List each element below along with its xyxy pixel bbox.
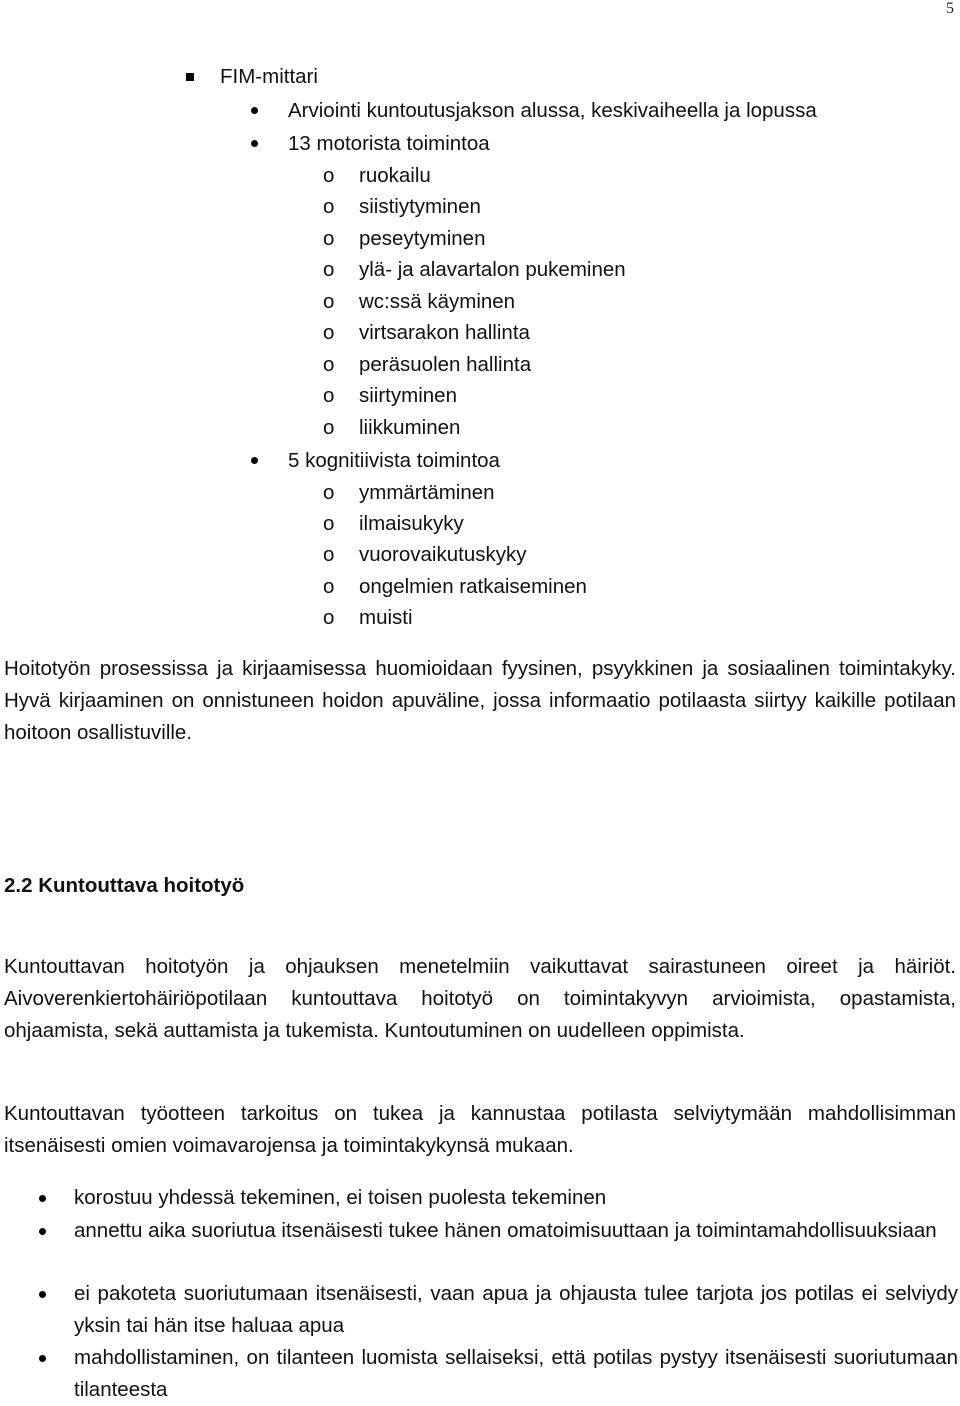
list-item: mahdollistaminen, on tilanteen luomista sellaiseksi, että potilas pystyy itsenäisesti suoriutumaan tilanteesta (74, 1346, 958, 1401)
cognitive-function-item: ymmärtäminen (359, 481, 495, 504)
sub-bullet-icon: o (323, 258, 335, 281)
sub-bullet-icon: o (323, 512, 335, 535)
bullet-dot-icon (251, 140, 258, 147)
bullet-dot-icon (251, 457, 258, 464)
fim-item: Arviointi kuntoutusjakson alussa, keskivaiheella ja lopussa (288, 99, 817, 122)
motor-function-item: siistiytyminen (359, 195, 481, 218)
motor-function-item: peseytyminen (359, 227, 486, 250)
motor-function-item: peräsuolen hallinta (359, 353, 532, 376)
sub-bullet-icon: o (323, 384, 335, 407)
page-number: 5 (946, 0, 954, 17)
fim-item: 5 kognitiivista toimintoa (288, 449, 500, 472)
motor-function-item: wc:ssä käyminen (359, 290, 516, 313)
paragraph-purpose: Kuntouttavan työotteen tarkoitus on tukea ja kannustaa potilasta selviytymään mahdollisimman itsenäisesti omien voimavarojensa ja toimintakykynsä mukaan. (4, 1102, 956, 1157)
fim-title: FIM-mittari (220, 65, 318, 88)
section-heading: 2.2 Kuntouttava hoitotyö (4, 874, 245, 897)
sub-bullet-icon: o (323, 543, 335, 566)
bullet-dot-icon (39, 1228, 46, 1235)
sub-bullet-icon: o (323, 321, 335, 344)
list-item: ei pakoteta suoriutumaan itsenäisesti, vaan apua ja ohjausta tulee tarjota jos potilas ei selviydy yksin tai hän itse haluaa apua (74, 1282, 958, 1337)
bullet-dot-icon (39, 1195, 46, 1202)
square-bullet-icon (186, 73, 194, 81)
list-item: korostuu yhdessä tekeminen, ei toisen puolesta tekeminen (74, 1186, 607, 1209)
bullet-dot-icon (39, 1291, 46, 1298)
cognitive-function-item: ilmaisukyky (359, 512, 464, 535)
fim-item: 13 motorista toimintoa (288, 132, 490, 155)
paragraph-rehabilitative-care: Kuntouttavan hoitotyön ja ohjauksen menetelmiin vaikuttavat sairastuneen oireet ja häiriöt. Aivoverenkiertohäiriöpotilaan kuntouttava hoitotyö on toimintakyvyn arvioimista, opastamista, ohjaamista, sekä auttamista ja tukemista. Kuntoutuminen on uudelleen oppimista. (4, 955, 956, 1042)
motor-function-item: virtsarakon hallinta (359, 321, 530, 344)
bullet-dot-icon (251, 107, 258, 114)
motor-function-item: siirtyminen (359, 384, 457, 407)
sub-bullet-icon: o (323, 481, 335, 504)
bullet-dot-icon (39, 1355, 46, 1362)
list-item: annettu aika suoriutua itsenäisesti tukee hänen omatoimisuuttaan ja toimintamahdollisuuksiaan (74, 1219, 937, 1242)
motor-function-item: ylä- ja alavartalon pukeminen (359, 258, 626, 281)
paragraph-documentation: Hoitotyön prosessissa ja kirjaamisessa huomioidaan fyysinen, psyykkinen ja sosiaalinen toimintakyky. Hyvä kirjaaminen on onnistuneen hoidon apuväline, jossa informaatio potilaasta siirtyy kaikille potilaan hoitoon osallistuville. (4, 657, 956, 744)
sub-bullet-icon: o (323, 195, 335, 218)
sub-bullet-icon: o (323, 416, 335, 439)
sub-bullet-icon: o (323, 164, 335, 187)
cognitive-function-item: vuorovaikutuskyky (359, 543, 527, 566)
cognitive-function-item: ongelmien ratkaiseminen (359, 575, 587, 598)
sub-bullet-icon: o (323, 227, 335, 250)
cognitive-function-item: muisti (359, 606, 413, 629)
motor-function-item: ruokailu (359, 164, 431, 187)
sub-bullet-icon: o (323, 290, 335, 313)
motor-function-item: liikkuminen (359, 416, 461, 439)
sub-bullet-icon: o (323, 575, 335, 598)
sub-bullet-icon: o (323, 353, 335, 376)
sub-bullet-icon: o (323, 606, 335, 629)
